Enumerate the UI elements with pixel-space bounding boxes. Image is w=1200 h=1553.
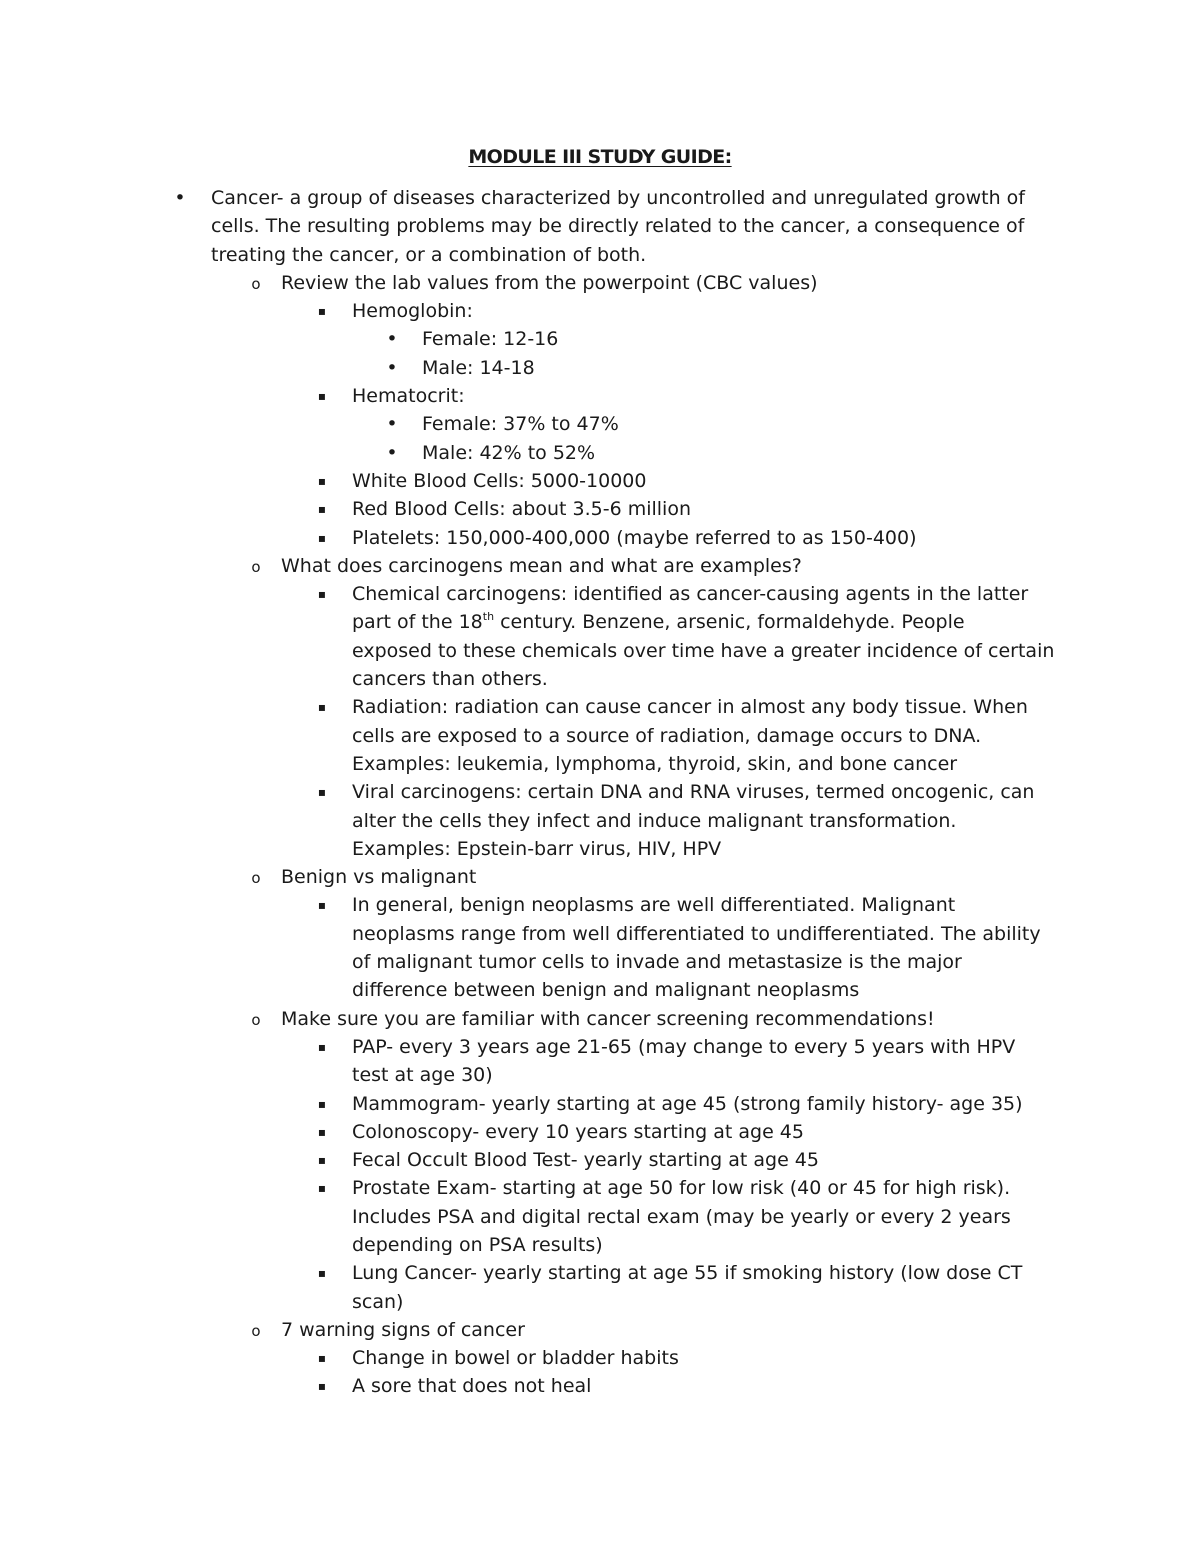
radiation-line: Examples: leukemia, lymphoma, thyroid, skin, and bone cancer	[352, 752, 958, 775]
square-bullet-icon: ▪	[317, 1266, 327, 1281]
viral-line: Examples: Epstein-barr virus, HIV, HPV	[352, 837, 722, 860]
carcinogens-heading: What does carcinogens mean and what are examples?	[281, 554, 802, 577]
list-item-continuation	[0, 1231, 1200, 1259]
benign-line: difference between benign and malignant neoplasms	[352, 979, 860, 1002]
chemical-line: cancers than others.	[352, 668, 548, 691]
square-bullet-icon: ▪	[317, 1181, 327, 1196]
radiation-line: Radiation: radiation can cause cancer in almost any body tissue. When	[352, 696, 1028, 719]
intro-line: treating the cancer, or a combination of both.	[211, 243, 647, 266]
list-item	[0, 1259, 1200, 1287]
list-item	[0, 1316, 1200, 1344]
lab-values-heading: Review the lab values from the powerpoint (CBC values)	[281, 271, 818, 294]
bullet-icon: •	[386, 328, 398, 351]
square-bullet-icon: ▪	[317, 785, 327, 800]
list-item	[0, 269, 1200, 297]
list-item	[0, 1146, 1200, 1174]
intro-line: cells. The resulting problems may be directly related to the cancer, a consequence of	[211, 215, 1025, 238]
intro-line: Cancer- a group of diseases characterized by uncontrolled and unregulated growth of	[211, 187, 1025, 209]
list-item-continuation	[0, 948, 1200, 976]
square-bullet-icon: ▪	[317, 1351, 327, 1366]
list-item-continuation	[0, 976, 1200, 1004]
lung-line: scan)	[352, 1290, 404, 1313]
list-item	[0, 467, 1200, 495]
hemoglobin-label: Hemoglobin:	[352, 300, 473, 323]
list-item	[0, 1174, 1200, 1202]
chemical-line: exposed to these chemicals over time have a greater incidence of certain	[352, 639, 1055, 662]
list-item-continuation	[0, 750, 1200, 778]
chemical-line: part of the 18	[352, 611, 483, 634]
list-item	[0, 524, 1200, 552]
square-bullet-icon: ▪	[317, 587, 327, 602]
list-item-continuation	[0, 920, 1200, 948]
list-item-continuation	[0, 1203, 1200, 1231]
bullet-icon: •	[386, 356, 398, 379]
list-item-continuation	[0, 1288, 1200, 1316]
superscript-th: th	[482, 610, 495, 624]
list-item-continuation	[0, 722, 1200, 750]
list-item-continuation	[0, 637, 1200, 665]
list-item	[0, 184, 1200, 212]
screening-heading: Make sure you are familiar with cancer screening recommendations!	[281, 1007, 935, 1030]
prostate-line: depending on PSA results)	[352, 1233, 603, 1256]
square-bullet-icon: ▪	[317, 1124, 327, 1139]
hemoglobin-male: Male: 14-18	[422, 356, 535, 379]
hemoglobin-female: Female: 12-16	[422, 328, 559, 351]
list-item-continuation	[0, 1061, 1200, 1089]
square-bullet-icon: ▪	[317, 530, 327, 545]
list-item	[0, 382, 1200, 410]
list-item	[0, 325, 1200, 353]
list-item	[0, 354, 1200, 382]
square-bullet-icon: ▪	[317, 1096, 327, 1111]
hematocrit-label: Hematocrit:	[352, 385, 465, 408]
list-item	[0, 1090, 1200, 1118]
square-bullet-icon: ▪	[317, 502, 327, 517]
list-item	[0, 693, 1200, 721]
circle-bullet-icon: o	[251, 869, 261, 888]
list-item	[0, 297, 1200, 325]
square-bullet-icon: ▪	[317, 304, 327, 319]
list-item-continuation	[0, 835, 1200, 863]
list-item	[0, 1118, 1200, 1146]
list-item	[0, 552, 1200, 580]
platelets-value: Platelets: 150,000-400,000 (maybe referred to as 150-400)	[352, 526, 917, 549]
chemical-line: century. Benzene, arsenic, formaldehyde. People	[494, 611, 965, 634]
list-item-continuation	[0, 212, 1200, 240]
benign-line: neoplasms range from well differentiated to undifferentiated. The ability	[352, 922, 1041, 945]
pap-line: PAP- every 3 years age 21-65 (may change to every 5 years with HPV	[352, 1035, 1016, 1058]
square-bullet-icon: ▪	[317, 898, 327, 913]
square-bullet-icon: ▪	[317, 1379, 327, 1394]
circle-bullet-icon: o	[251, 557, 261, 576]
square-bullet-icon: ▪	[317, 389, 327, 404]
hematocrit-male: Male: 42% to 52%	[422, 441, 596, 464]
circle-bullet-icon: o	[251, 1321, 261, 1340]
list-item	[0, 1005, 1200, 1033]
prostate-line: Prostate Exam- starting at age 50 for low risk (40 or 45 for high risk).	[352, 1177, 1011, 1200]
mammogram-line: Mammogram- yearly starting at age 45 (strong family history- age 35)	[352, 1092, 1023, 1115]
list-item	[0, 891, 1200, 919]
square-bullet-icon: ▪	[317, 700, 327, 715]
benign-line: In general, benign neoplasms are well differentiated. Malignant	[352, 894, 956, 917]
wbc-value: White Blood Cells: 5000-10000	[352, 469, 647, 492]
list-item	[0, 410, 1200, 438]
study-guide-outline	[0, 184, 1200, 1401]
list-item	[0, 1372, 1200, 1400]
warning-item: Change in bowel or bladder habits	[352, 1347, 679, 1370]
colonoscopy-line: Colonoscopy- every 10 years starting at age 45	[352, 1120, 804, 1143]
list-item-continuation	[0, 807, 1200, 835]
list-item	[0, 495, 1200, 523]
list-item	[0, 439, 1200, 467]
bullet-icon: •	[174, 187, 186, 209]
list-item-continuation	[0, 608, 1200, 636]
pap-line: test at age 30)	[352, 1064, 493, 1087]
page-title: MODULE III STUDY GUIDE:	[468, 146, 732, 168]
list-item-continuation	[0, 665, 1200, 693]
fecal-line: Fecal Occult Blood Test- yearly starting at age 45	[352, 1149, 819, 1172]
chemical-line: Chemical carcinogens: identified as cancer-causing agents in the latter	[352, 583, 1029, 606]
list-item	[0, 863, 1200, 891]
hematocrit-female: Female: 37% to 47%	[422, 413, 619, 436]
circle-bullet-icon: o	[251, 1010, 261, 1029]
radiation-line: cells are exposed to a source of radiation, damage occurs to DNA.	[352, 724, 982, 747]
list-item	[0, 1033, 1200, 1061]
square-bullet-icon: ▪	[317, 473, 327, 488]
viral-line: Viral carcinogens: certain DNA and RNA viruses, termed oncogenic, can	[352, 781, 1035, 804]
bullet-icon: •	[386, 413, 398, 436]
benign-line: of malignant tumor cells to invade and metastasize is the major	[352, 951, 962, 974]
warning-item: A sore that does not heal	[352, 1375, 592, 1398]
benign-heading: Benign vs malignant	[281, 866, 477, 889]
list-item-continuation	[0, 241, 1200, 269]
lung-line: Lung Cancer- yearly starting at age 55 if smoking history (low dose CT	[352, 1262, 1023, 1285]
warning-heading: 7 warning signs of cancer	[281, 1318, 525, 1341]
list-item	[0, 1344, 1200, 1372]
bullet-icon: •	[386, 441, 398, 464]
list-item	[0, 778, 1200, 806]
circle-bullet-icon: o	[251, 274, 261, 293]
square-bullet-icon: ▪	[317, 1153, 327, 1168]
rbc-value: Red Blood Cells: about 3.5-6 million	[352, 498, 692, 521]
prostate-line: Includes PSA and digital rectal exam (may be yearly or every 2 years	[352, 1205, 1011, 1228]
list-item	[0, 580, 1200, 608]
viral-line: alter the cells they infect and induce malignant transformation.	[352, 809, 957, 832]
square-bullet-icon: ▪	[317, 1039, 327, 1054]
